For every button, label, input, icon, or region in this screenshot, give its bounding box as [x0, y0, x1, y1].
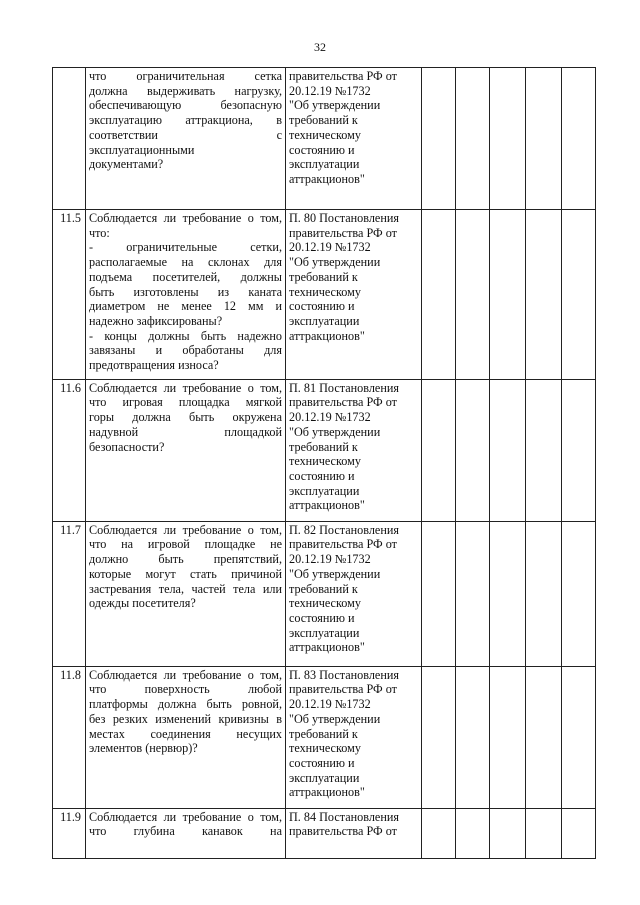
- question-line: Соблюдается ли требование о том,: [89, 809, 282, 824]
- question-line: должно быть препятствий,: [89, 552, 282, 567]
- answer-cell[interactable]: [490, 521, 526, 666]
- question-line: платформы должна быть ровной,: [89, 697, 282, 712]
- question-cell: [86, 521, 286, 666]
- reference-line: 20.12.19 №1732: [289, 240, 371, 255]
- row-number: 11.5: [53, 210, 86, 380]
- question-line: что игровая площадка мягкой: [89, 395, 282, 410]
- reference-line: аттракционов": [289, 498, 365, 513]
- question-line: подъема посетителей, должны: [89, 269, 282, 284]
- question-line: надежно зафиксированы?: [89, 313, 223, 328]
- reference-line: состоянию и: [289, 468, 355, 483]
- question-line: местах соединения несущих: [89, 726, 282, 741]
- reference-line: эксплуатации: [289, 625, 360, 640]
- checklist-table: [52, 67, 596, 859]
- reference-cell: [286, 379, 422, 521]
- reference-line: П. 81 Постановления: [289, 380, 399, 395]
- reference-line: П. 83 Постановления: [289, 667, 399, 682]
- reference-cell: [286, 521, 422, 666]
- question-line: что глубина канавок на: [89, 824, 282, 839]
- answer-cell[interactable]: [562, 521, 596, 666]
- question-cell: [86, 379, 286, 521]
- reference-line: П. 80 Постановления: [289, 211, 399, 225]
- answer-cell[interactable]: [456, 521, 490, 666]
- table-row: [53, 666, 596, 808]
- reference-line: требований к: [289, 269, 358, 284]
- question-line: элементов (нервюр)?: [89, 741, 198, 756]
- question-line: Соблюдается ли требование о том,: [89, 211, 282, 225]
- reference-cell: [286, 666, 422, 808]
- answer-cell[interactable]: [422, 210, 456, 380]
- question-line: Соблюдается ли требование о том,: [89, 522, 282, 537]
- question-line: горы должна быть окружена: [89, 410, 282, 425]
- answer-cell[interactable]: [422, 68, 456, 210]
- question-line: документами?: [89, 157, 164, 172]
- reference-line: техническому: [289, 284, 361, 299]
- question-line: что поверхность любой: [89, 682, 282, 697]
- question-line: быть изготовлены из каната: [89, 284, 282, 299]
- answer-cell[interactable]: [490, 808, 526, 858]
- reference-line: "Об утверждении: [289, 255, 381, 270]
- reference-line: требований к: [289, 581, 358, 596]
- question-line: что на игровой площадке не: [89, 537, 282, 552]
- question-line: что ограничительная сетка: [89, 69, 282, 83]
- answer-cell[interactable]: [562, 808, 596, 858]
- answer-cell[interactable]: [490, 666, 526, 808]
- question-line: должна выдерживать нагрузку,: [89, 83, 282, 98]
- answer-cell[interactable]: [456, 379, 490, 521]
- question-cell: [86, 808, 286, 858]
- reference-line: правительства РФ от: [289, 69, 397, 83]
- question-cell: [86, 68, 286, 210]
- row-number: [53, 68, 86, 210]
- question-line: располагаемые на склонах для: [89, 255, 282, 270]
- table-row: [53, 68, 596, 210]
- answer-cell[interactable]: [562, 68, 596, 210]
- reference-line: правительства РФ от: [289, 824, 397, 839]
- reference-line: эксплуатации: [289, 157, 360, 172]
- reference-line: "Об утверждении: [289, 711, 381, 726]
- answer-cell[interactable]: [422, 666, 456, 808]
- reference-line: состоянию и: [289, 610, 355, 625]
- reference-cell: [286, 808, 422, 858]
- reference-line: правительства РФ от: [289, 395, 397, 410]
- page-number: 32: [314, 40, 326, 54]
- answer-cell[interactable]: [456, 666, 490, 808]
- reference-line: аттракционов": [289, 640, 365, 655]
- answer-cell[interactable]: [562, 210, 596, 380]
- reference-line: П. 82 Постановления: [289, 522, 399, 537]
- row-number: 11.9: [53, 808, 86, 858]
- question-line: что:: [89, 225, 110, 240]
- reference-line: эксплуатации: [289, 483, 360, 498]
- reference-line: состоянию и: [289, 755, 355, 770]
- answer-cell[interactable]: [562, 666, 596, 808]
- answer-cell[interactable]: [562, 379, 596, 521]
- question-line: Соблюдается ли требование о том,: [89, 667, 282, 682]
- question-line: эксплуатационными: [89, 142, 195, 157]
- question-cell: [86, 210, 286, 380]
- reference-line: "Об утверждении: [289, 98, 381, 113]
- reference-line: техническому: [289, 596, 361, 611]
- reference-line: правительства РФ от: [289, 537, 397, 552]
- answer-cell[interactable]: [526, 68, 562, 210]
- reference-cell: [286, 210, 422, 380]
- table-row: [53, 379, 596, 521]
- answer-cell[interactable]: [456, 808, 490, 858]
- question-line: диаметром не менее 12 мм и: [89, 299, 282, 314]
- reference-line: техническому: [289, 741, 361, 756]
- answer-cell[interactable]: [526, 379, 562, 521]
- row-number: 11.6: [53, 379, 86, 521]
- answer-cell[interactable]: [526, 210, 562, 380]
- answer-cell[interactable]: [490, 379, 526, 521]
- reference-line: П. 84 Постановления: [289, 809, 399, 824]
- answer-cell[interactable]: [422, 808, 456, 858]
- reference-line: техническому: [289, 454, 361, 469]
- reference-line: "Об утверждении: [289, 424, 381, 439]
- question-line: безопасности?: [89, 439, 165, 454]
- reference-line: "Об утверждении: [289, 566, 381, 581]
- question-line: надувной площадкой: [89, 424, 282, 439]
- question-line: без резких изменений кривизны в: [89, 711, 282, 726]
- question-line: соответствии с: [89, 127, 282, 142]
- reference-cell: [286, 68, 422, 210]
- reference-line: состоянию и: [289, 299, 355, 314]
- reference-line: аттракционов": [289, 171, 365, 186]
- question-line: Соблюдается ли требование о том,: [89, 380, 282, 395]
- reference-line: аттракционов": [289, 328, 365, 343]
- row-number: 11.8: [53, 666, 86, 808]
- reference-line: аттракционов": [289, 785, 365, 800]
- answer-cell[interactable]: [526, 808, 562, 858]
- answer-cell[interactable]: [526, 666, 562, 808]
- reference-line: правительства РФ от: [289, 682, 397, 697]
- answer-cell[interactable]: [490, 68, 526, 210]
- table-row: [53, 210, 596, 380]
- question-line: застревания тела, частей тела или: [89, 581, 282, 596]
- reference-line: эксплуатации: [289, 770, 360, 785]
- answer-cell[interactable]: [456, 210, 490, 380]
- reference-line: 20.12.19 №1732: [289, 552, 371, 567]
- answer-cell[interactable]: [422, 379, 456, 521]
- reference-line: требований к: [289, 439, 358, 454]
- reference-line: требований к: [289, 726, 358, 741]
- answer-cell[interactable]: [456, 68, 490, 210]
- question-cell: [86, 666, 286, 808]
- table-row: [53, 808, 596, 858]
- reference-line: эксплуатации: [289, 313, 360, 328]
- question-line: которые могут стать причиной: [89, 566, 282, 581]
- reference-line: 20.12.19 №1732: [289, 83, 371, 98]
- question-line: - ограничительные сетки,: [89, 240, 282, 255]
- question-line: - концы должны быть надежно: [89, 328, 282, 343]
- question-line: предотвращения износа?: [89, 358, 219, 373]
- reference-line: правительства РФ от: [289, 225, 397, 240]
- question-line: эксплуатацию аттракциона, в: [89, 113, 282, 128]
- question-line: одежды посетителя?: [89, 596, 196, 611]
- table-row: [53, 521, 596, 666]
- question-line: завязаны и обработаны для: [89, 343, 282, 358]
- reference-line: техническому: [289, 127, 361, 142]
- answer-cell[interactable]: [422, 521, 456, 666]
- row-number: 11.7: [53, 521, 86, 666]
- question-line: обеспечивающую безопасную: [89, 98, 282, 113]
- answer-cell[interactable]: [490, 210, 526, 380]
- reference-line: 20.12.19 №1732: [289, 410, 371, 425]
- reference-line: состоянию и: [289, 142, 355, 157]
- reference-line: 20.12.19 №1732: [289, 697, 371, 712]
- reference-line: требований к: [289, 113, 358, 128]
- answer-cell[interactable]: [526, 521, 562, 666]
